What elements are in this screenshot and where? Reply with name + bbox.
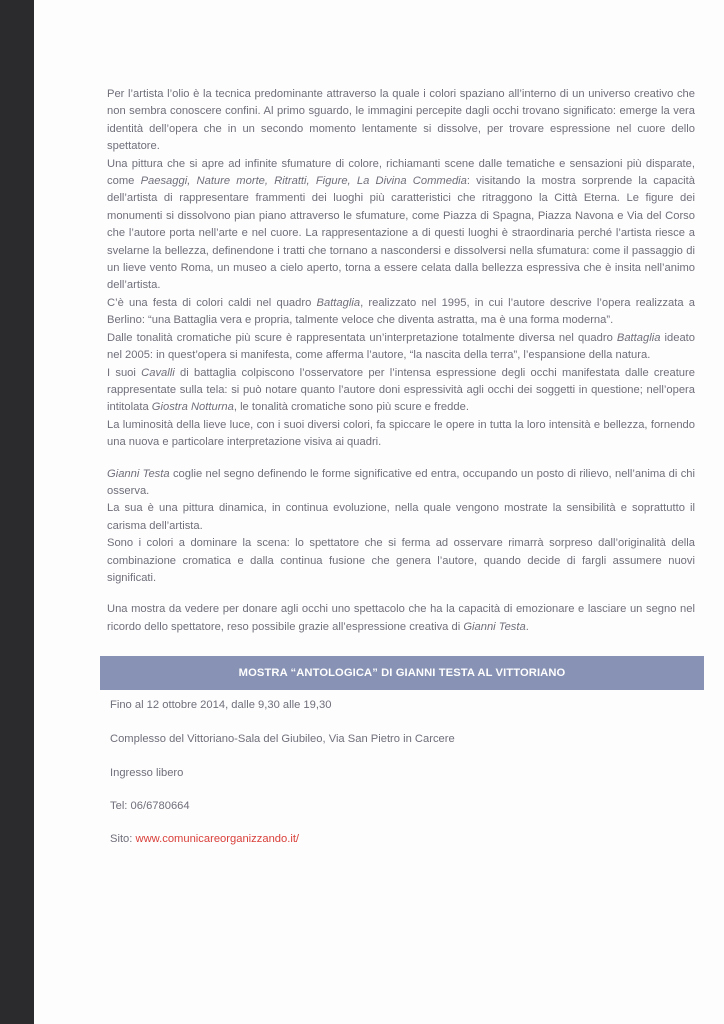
- paragraph-luminosity: [107, 417, 695, 452]
- text: , realizzato nel 1995, in cui l’autore descrive l’opera realizzata a Berlino: “una Battaglia vera e propria, talmente veloce che diventa astratta, ma è una forma moderna”.: [107, 296, 695, 327]
- exhibition-entry: Ingresso libero: [110, 767, 184, 779]
- text: .: [525, 620, 529, 633]
- text: di battaglia colpiscono l’osservatore per l’intensa espressione degli occhi manifestata dalle creature rappresentate sulla tela: si può notare quanto l’autore doni espressività agli occhi dei soggetti in questione; nell’opera intitolata: [107, 366, 695, 414]
- paragraph-exhibition: [107, 601, 695, 636]
- scan-edge: [0, 0, 34, 1024]
- work-title: Battaglia: [316, 296, 361, 309]
- paragraph-technique: [107, 86, 695, 156]
- paragraph-artist: [107, 466, 695, 501]
- text: Per l’artista l’olio è la tecnica predominante attraverso la quale i colori spaziano all’interno di un universo creativo che non sembra conoscere confini. Al primo sguardo, le immagini percepite dagli occhi trovano significato: emerge la vera identità dell’opera che in un secondo momento lentamente si dissolve, per trovare espressione nel cuore dello spettatore.: [107, 88, 695, 153]
- work-titles: Paesaggi, Nature morte, Ritratti, Figure, La Divina Commedia: [140, 175, 467, 188]
- work-title: Giostra Notturna: [151, 401, 234, 414]
- exhibition-phone: Tel: 06/6780664: [110, 800, 190, 812]
- text: ideato nel 2005: in quest’opera si manifesta, come afferma l’autore, “la nascita della terra”, l’espansione della natura.: [107, 331, 695, 362]
- paragraph-battaglia-2005: [107, 330, 695, 365]
- work-title: Battaglia: [616, 331, 661, 344]
- artist-name: Gianni Testa: [107, 467, 170, 480]
- artist-name: Gianni Testa: [463, 620, 526, 633]
- text: Una mostra da vedere per donare agli occhi uno spettacolo che ha la capacità di emozionare e lasciare un segno nel ricordo dello spettatore, reso possibile grazie all’espressione creativa di: [107, 603, 695, 633]
- site-link[interactable]: www.comunicareorganizzando.it/: [135, 833, 300, 845]
- work-title: Cavalli: [141, 366, 175, 379]
- exhibition-banner: MOSTRA “ANTOLOGICA” DI GIANNI TESTA AL VITTORIANO: [100, 656, 704, 690]
- text: C’è una festa di colori caldi nel quadro: [107, 296, 317, 309]
- text: La sua è una pittura dinamica, in continua evoluzione, nella quale vengono mostrate la sensibilità e soprattutto il carisma dell’artista.: [107, 502, 695, 532]
- article-body: [107, 86, 695, 636]
- exhibition-site: [110, 833, 299, 845]
- text: La luminosità della lieve luce, con i suoi diversi colori, fa spiccare le opere in tutta la loro intensità e bellezza, fornendo una nuova e particolare interpretazione visiva ai quadri.: [107, 418, 695, 449]
- paragraph-battaglia-1995: [107, 295, 695, 330]
- exhibition-dates: Fino al 12 ottobre 2014, dalle 9,30 alle 19,30: [110, 699, 332, 711]
- site-label: Sito:: [110, 833, 136, 845]
- paragraph-colors: [107, 535, 695, 587]
- text: coglie nel segno definendo le forme significative ed entra, occupando un posto di rilievo, nell’anima di chi osserva.: [107, 467, 696, 497]
- text: Dalle tonalità cromatiche più scure è rappresentata un’interpretazione totalmente diversa nel quadro: [107, 331, 617, 344]
- text: : visitando la mostra sorprende la capacità dell’artista di rappresentare frammenti dei luoghi più caratteristici che ritraggono la Città Eterna. Le figure dei monumenti si dissolvono pian piano attraverso le sfumature, come Piazza di Spagna, Piazza Navona e Via del Corso che l’autore porta nell’arte e nel cuore. La rappresentazione a di questi luoghi è straordinaria perché l’artista riesce a svelarne la bellezza, definendone i tratti che tornano a nascondersi e dissolversi nella sfumatura: come il passaggio di un lieve vento Roma, un museo a cielo aperto, torna a essere celata dalla bellezza espressiva che è insita nell’animo dell’artista.: [107, 175, 695, 292]
- text: , le tonalità cromatiche sono più scure e fredde.: [233, 401, 469, 414]
- text: Sono i colori a dominare la scena: lo spettatore che si ferma ad osservare rimarrà sorpreso dall’originalità della combinazione cromatica e dalla continua fusione che genera l’autore, quando decide di fargli assumere nuovi significati.: [107, 537, 695, 584]
- paragraph-cavalli: [107, 365, 695, 417]
- paragraph-painting: [107, 156, 695, 295]
- text: Una pittura che si apre ad infinite sfumature di colore, richiamanti scene dalle tematiche e sensazioni più disparate, come: [107, 157, 695, 188]
- exhibition-venue: Complesso del Vittoriano-Sala del Giubileo, Via San Pietro in Carcere: [110, 733, 455, 745]
- text: I suoi: [107, 366, 142, 379]
- paragraph-dynamic: [107, 500, 695, 535]
